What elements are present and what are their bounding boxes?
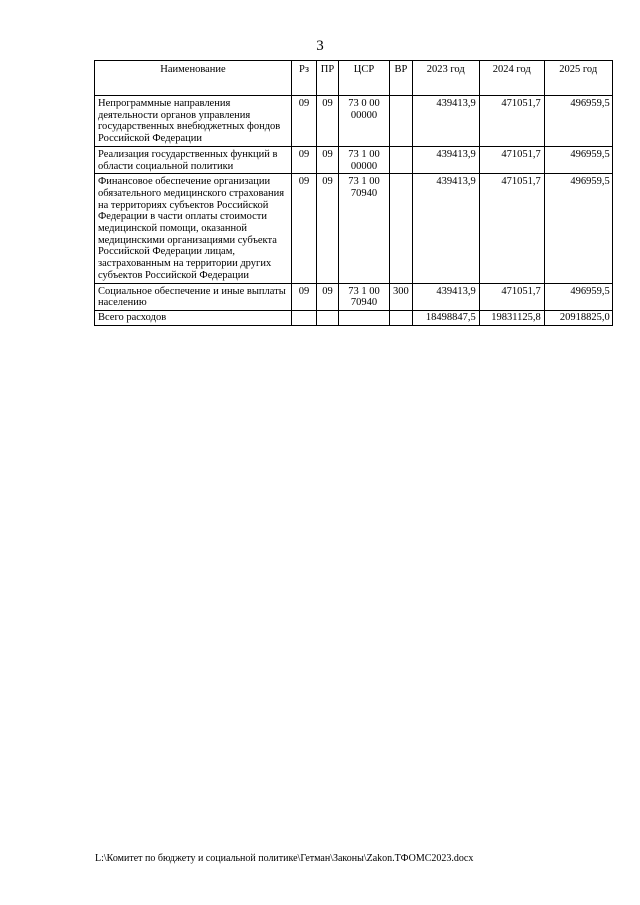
total-label: Всего расходов bbox=[95, 310, 292, 325]
header-pr: ПР bbox=[317, 61, 339, 96]
row-vr bbox=[390, 96, 413, 147]
budget-table bbox=[94, 60, 613, 326]
total-pr bbox=[317, 310, 339, 325]
table-row bbox=[95, 174, 613, 283]
row-vr bbox=[390, 174, 413, 283]
total-2025: 20918825,0 bbox=[544, 310, 612, 325]
row-2025: 496959,5 bbox=[544, 174, 612, 283]
row-rz: 09 bbox=[292, 96, 317, 147]
table-row bbox=[95, 146, 613, 173]
row-pr: 09 bbox=[317, 174, 339, 283]
row-rz: 09 bbox=[292, 283, 317, 310]
row-vr: 300 bbox=[390, 283, 413, 310]
row-csr: 73 1 00 00000 bbox=[339, 146, 390, 173]
header-2023: 2023 год bbox=[412, 61, 479, 96]
table-row bbox=[95, 96, 613, 147]
row-2023: 439413,9 bbox=[412, 174, 479, 283]
total-row bbox=[95, 310, 613, 325]
row-pr: 09 bbox=[317, 96, 339, 147]
row-2024: 471051,7 bbox=[479, 283, 544, 310]
row-2025: 496959,5 bbox=[544, 96, 612, 147]
row-2024: 471051,7 bbox=[479, 96, 544, 147]
total-csr bbox=[339, 310, 390, 325]
row-pr: 09 bbox=[317, 283, 339, 310]
total-2024: 19831125,8 bbox=[479, 310, 544, 325]
table-row bbox=[95, 283, 613, 310]
header-csr: ЦСР bbox=[339, 61, 390, 96]
file-path-footer: L:\Комитет по бюджету и социальной политике\Гетман\Законы\Zakon.ТФОМС2023.docx bbox=[95, 853, 474, 864]
total-rz bbox=[292, 310, 317, 325]
header-name: Наименование bbox=[95, 61, 292, 96]
total-vr bbox=[390, 310, 413, 325]
header-vr: ВР bbox=[390, 61, 413, 96]
row-rz: 09 bbox=[292, 174, 317, 283]
header-2025: 2025 год bbox=[544, 61, 612, 96]
row-name: Реализация государственных функций в области социальной политики bbox=[95, 146, 292, 173]
row-pr: 09 bbox=[317, 146, 339, 173]
row-csr: 73 1 00 70940 bbox=[339, 174, 390, 283]
row-name: Финансовое обеспечение организации обязательного медицинского страхования на территориях субъектов Российской Федерации в части оплаты стоимости медицинской помощи, оказанной медицинскими организациями субъекта Российской Федерации лицам, застрахованным на территории других субъектов Российской Федерации bbox=[95, 174, 292, 283]
table-header-row bbox=[95, 61, 613, 96]
row-name: Непрограммные направления деятельности органов управления государственных внебюджетных фондов Российской Федерации bbox=[95, 96, 292, 147]
row-name: Социальное обеспечение и иные выплаты населению bbox=[95, 283, 292, 310]
row-2024: 471051,7 bbox=[479, 146, 544, 173]
row-2023: 439413,9 bbox=[412, 283, 479, 310]
header-rz: Рз bbox=[292, 61, 317, 96]
row-2025: 496959,5 bbox=[544, 146, 612, 173]
row-csr: 73 0 00 00000 bbox=[339, 96, 390, 147]
row-vr bbox=[390, 146, 413, 173]
row-csr: 73 1 00 70940 bbox=[339, 283, 390, 310]
row-2023: 439413,9 bbox=[412, 96, 479, 147]
row-rz: 09 bbox=[292, 146, 317, 173]
row-2025: 496959,5 bbox=[544, 283, 612, 310]
page-number: 3 bbox=[316, 38, 324, 54]
row-2024: 471051,7 bbox=[479, 174, 544, 283]
row-2023: 439413,9 bbox=[412, 146, 479, 173]
header-2024: 2024 год bbox=[479, 61, 544, 96]
total-2023: 18498847,5 bbox=[412, 310, 479, 325]
